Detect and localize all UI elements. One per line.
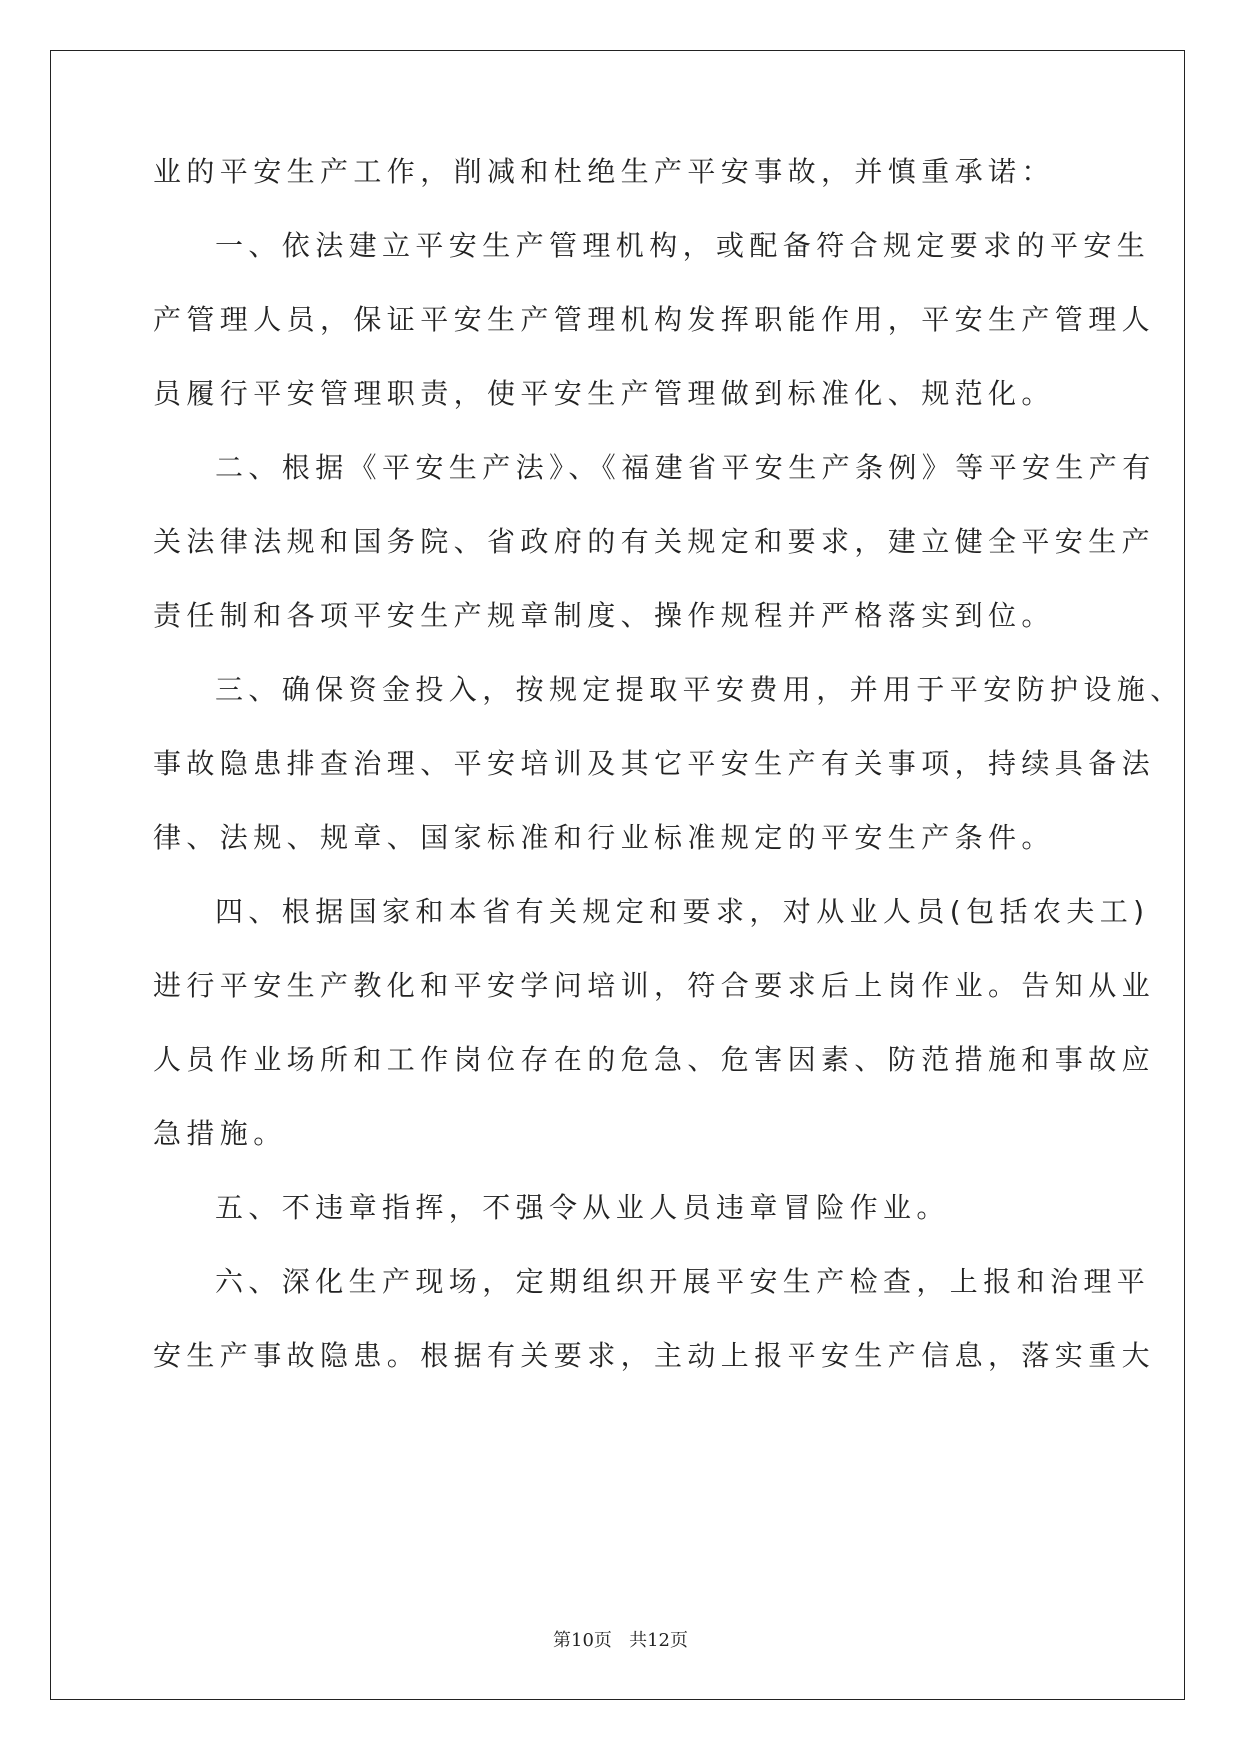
page-number-footer: 第10页 共12页 xyxy=(553,1630,688,1651)
paragraph-line: 二、根据《平安生产法》、《福建省平安生产条例》等平安生产有 xyxy=(215,451,1156,484)
paragraph-line: 关法律法规和国务院、省政府的有关规定和要求，建立健全平安生产 xyxy=(153,525,1156,558)
paragraph-line: 人员作业场所和工作岗位存在的危急、危害因素、防范措施和事故应 xyxy=(153,1043,1156,1076)
paragraph-line: 安生产事故隐患。根据有关要求，主动上报平安生产信息，落实重大 xyxy=(153,1339,1156,1372)
paragraph-line: 事故隐患排查治理、平安培训及其它平安生产有关事项，持续具备法 xyxy=(153,747,1156,780)
paragraph-line: 急措施。 xyxy=(153,1117,287,1150)
paragraph-line: 责任制和各项平安生产规章制度、操作规程并严格落实到位。 xyxy=(153,599,1055,632)
paragraph-line: 四、根据国家和本省有关规定和要求，对从业人员(包括农夫工) xyxy=(215,895,1150,928)
paragraph-line: 业的平安生产工作，削减和杜绝生产平安事故，并慎重承诺： xyxy=(153,155,1055,188)
paragraph-line: 六、深化生产现场，定期组织开展平安生产检查，上报和治理平 xyxy=(215,1265,1151,1298)
paragraph-line: 五、不违章指挥，不强令从业人员违章冒险作业。 xyxy=(215,1191,950,1224)
paragraph-line: 产管理人员，保证平安生产管理机构发挥职能作用，平安生产管理人 xyxy=(153,303,1156,336)
paragraph-line: 律、法规、规章、国家标准和行业标准规定的平安生产条件。 xyxy=(153,821,1055,854)
paragraph-line: 一、依法建立平安生产管理机构，或配备符合规定要求的平安生 xyxy=(215,229,1151,262)
paragraph-line: 进行平安生产教化和平安学问培训，符合要求后上岗作业。告知从业 xyxy=(153,969,1156,1002)
paragraph-line: 员履行平安管理职责，使平安生产管理做到标准化、规范化。 xyxy=(153,377,1055,410)
paragraph-line: 三、确保资金投入，按规定提取平安费用，并用于平安防护设施、 xyxy=(215,673,1184,706)
